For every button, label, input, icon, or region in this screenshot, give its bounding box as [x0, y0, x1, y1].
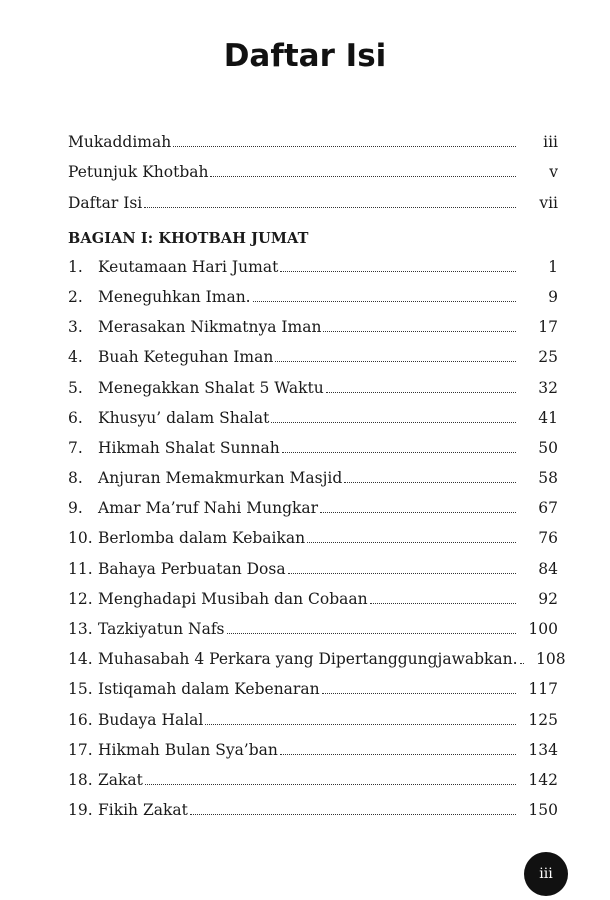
entry-page-number: 25: [538, 348, 558, 367]
front-matter-list: [68, 122, 558, 213]
section-items-list: [68, 247, 566, 821]
toc-entry[interactable]: [68, 579, 558, 609]
entry-number: 11.: [68, 559, 93, 578]
toc-entry[interactable]: [68, 639, 566, 669]
entry-title: Meneguhkan Iman.: [98, 287, 251, 306]
page-number-badge: iii: [524, 852, 568, 896]
entry-title: Muhasabah 4 Perkara yang Dipertanggungjawabkan.: [98, 650, 518, 669]
toc-entry[interactable]: [68, 277, 558, 307]
toc-entry[interactable]: [68, 152, 558, 182]
dot-leader: [145, 784, 516, 785]
entry-title: Zakat: [98, 770, 143, 789]
entry-page-number: 84: [538, 559, 558, 578]
entry-page-number: 76: [538, 529, 558, 548]
section-heading: BAGIAN I: KHOTBAH JUMAT: [68, 229, 309, 247]
dot-leader: [190, 814, 516, 815]
entry-number: 3.: [68, 318, 83, 337]
entry-title: Tazkiyatun Nafs: [98, 620, 225, 638]
entry-number: 12.: [68, 589, 93, 608]
entry-page-number: 125: [528, 710, 558, 729]
dot-leader: [282, 452, 516, 453]
entry-number: 5.: [68, 378, 83, 397]
entry-number: 18.: [68, 770, 93, 789]
entry-title: Hikmah Shalat Sunnah: [98, 438, 280, 457]
toc-entry[interactable]: [68, 122, 558, 152]
toc-entry[interactable]: [68, 790, 558, 820]
dot-leader: [323, 331, 516, 332]
entry-title: Keutamaan Hari Jumat: [98, 257, 279, 276]
entry-title: Fikih Zakat: [98, 801, 188, 820]
entry-page-number: v: [549, 163, 558, 182]
toc-entry[interactable]: [68, 518, 558, 548]
toc-entry[interactable]: [68, 609, 558, 639]
entry-page-number: 9: [548, 287, 558, 306]
entry-title: Hikmah Bulan Sya’ban: [98, 740, 278, 759]
entry-title: Menegakkan Shalat 5 Waktu: [98, 378, 324, 397]
dot-leader: [275, 361, 516, 362]
entry-title: Berlomba dalam Kebaikan: [98, 529, 306, 548]
toc-entry[interactable]: [68, 337, 558, 367]
entry-page-number: 108: [536, 650, 566, 669]
entry-title: Bahaya Perbuatan Dosa: [98, 559, 286, 578]
dot-leader: [520, 663, 524, 664]
toc-entry[interactable]: [68, 367, 558, 397]
entry-title: Mukaddimah: [68, 133, 172, 152]
toc-entry[interactable]: [68, 247, 558, 277]
entry-number: 1.: [68, 257, 83, 276]
entry-number: 17.: [68, 740, 93, 759]
toc-entry[interactable]: [68, 548, 558, 578]
entry-number: 4.: [68, 348, 83, 367]
dot-leader: [144, 207, 516, 208]
entry-page-number: 92: [538, 589, 558, 608]
dot-leader: [210, 176, 516, 177]
dot-leader: [173, 146, 516, 147]
entry-page-number: iii: [543, 133, 558, 152]
toc-entry[interactable]: [68, 458, 558, 488]
entry-page-number: 67: [538, 499, 558, 518]
entry-page-number: 142: [528, 770, 558, 789]
entry-page-number: 32: [538, 378, 558, 397]
dot-leader: [326, 392, 516, 393]
toc-entry[interactable]: [68, 699, 558, 729]
entry-title: Buah Keteguhan Iman: [98, 348, 274, 367]
entry-number: 8.: [68, 469, 83, 488]
entry-number: 16.: [68, 710, 93, 729]
toc-entry[interactable]: [68, 398, 558, 428]
dot-leader: [205, 724, 516, 725]
toc-entry[interactable]: [68, 488, 558, 518]
entry-number: 2.: [68, 287, 83, 306]
entry-page-number: vii: [539, 193, 558, 212]
entry-title: Menghadapi Musibah dan Cobaan: [98, 589, 368, 608]
entry-number: 6.: [68, 408, 83, 427]
entry-number: 7.: [68, 438, 83, 457]
toc-entry[interactable]: [68, 428, 558, 458]
dot-leader: [322, 693, 516, 694]
entry-number: 19.: [68, 801, 93, 820]
dot-leader: [280, 754, 516, 755]
dot-leader: [271, 422, 516, 423]
entry-number: 15.: [68, 680, 93, 699]
entry-title: Istiqamah dalam Kebenaran: [98, 680, 320, 699]
entry-title: Merasakan Nikmatnya Iman: [98, 318, 322, 337]
entry-page-number: 117: [528, 680, 558, 699]
entry-title: Anjuran Memakmurkan Masjid: [98, 469, 343, 488]
dot-leader: [344, 482, 516, 483]
entry-number: 9.: [68, 499, 83, 518]
entry-page-number: 134: [528, 740, 558, 759]
entry-title: Budaya Halal: [98, 710, 204, 729]
dot-leader: [307, 542, 516, 543]
dot-leader: [253, 301, 516, 302]
toc-entry[interactable]: [68, 182, 558, 212]
dot-leader: [280, 271, 516, 272]
page-title: Daftar Isi: [223, 38, 387, 74]
entry-number: 13.: [68, 620, 93, 638]
toc-entry[interactable]: [68, 307, 558, 337]
entry-page-number: 1: [548, 257, 558, 276]
entry-page-number: 58: [538, 469, 558, 488]
toc-entry[interactable]: [68, 760, 558, 790]
toc-entry[interactable]: [68, 730, 558, 760]
table-of-contents: [68, 122, 566, 820]
entry-title: Khusyu’ dalam Shalat: [98, 408, 270, 427]
dot-leader: [227, 633, 516, 634]
entry-page-number: 17: [538, 318, 558, 337]
entry-number: 14.: [68, 650, 93, 669]
entry-page-number: 100: [528, 620, 558, 638]
entry-title: Amar Ma’ruf Nahi Mungkar: [98, 499, 319, 518]
entry-page-number: 41: [538, 408, 558, 427]
toc-entry[interactable]: [68, 669, 558, 699]
entry-page-number: 50: [538, 438, 558, 457]
entry-title: Petunjuk Khotbah: [68, 163, 209, 182]
entry-title: Daftar Isi: [68, 193, 143, 212]
entry-page-number: 150: [528, 801, 558, 820]
dot-leader: [370, 603, 516, 604]
dot-leader: [288, 573, 516, 574]
dot-leader: [320, 512, 516, 513]
entry-number: 10.: [68, 529, 93, 548]
